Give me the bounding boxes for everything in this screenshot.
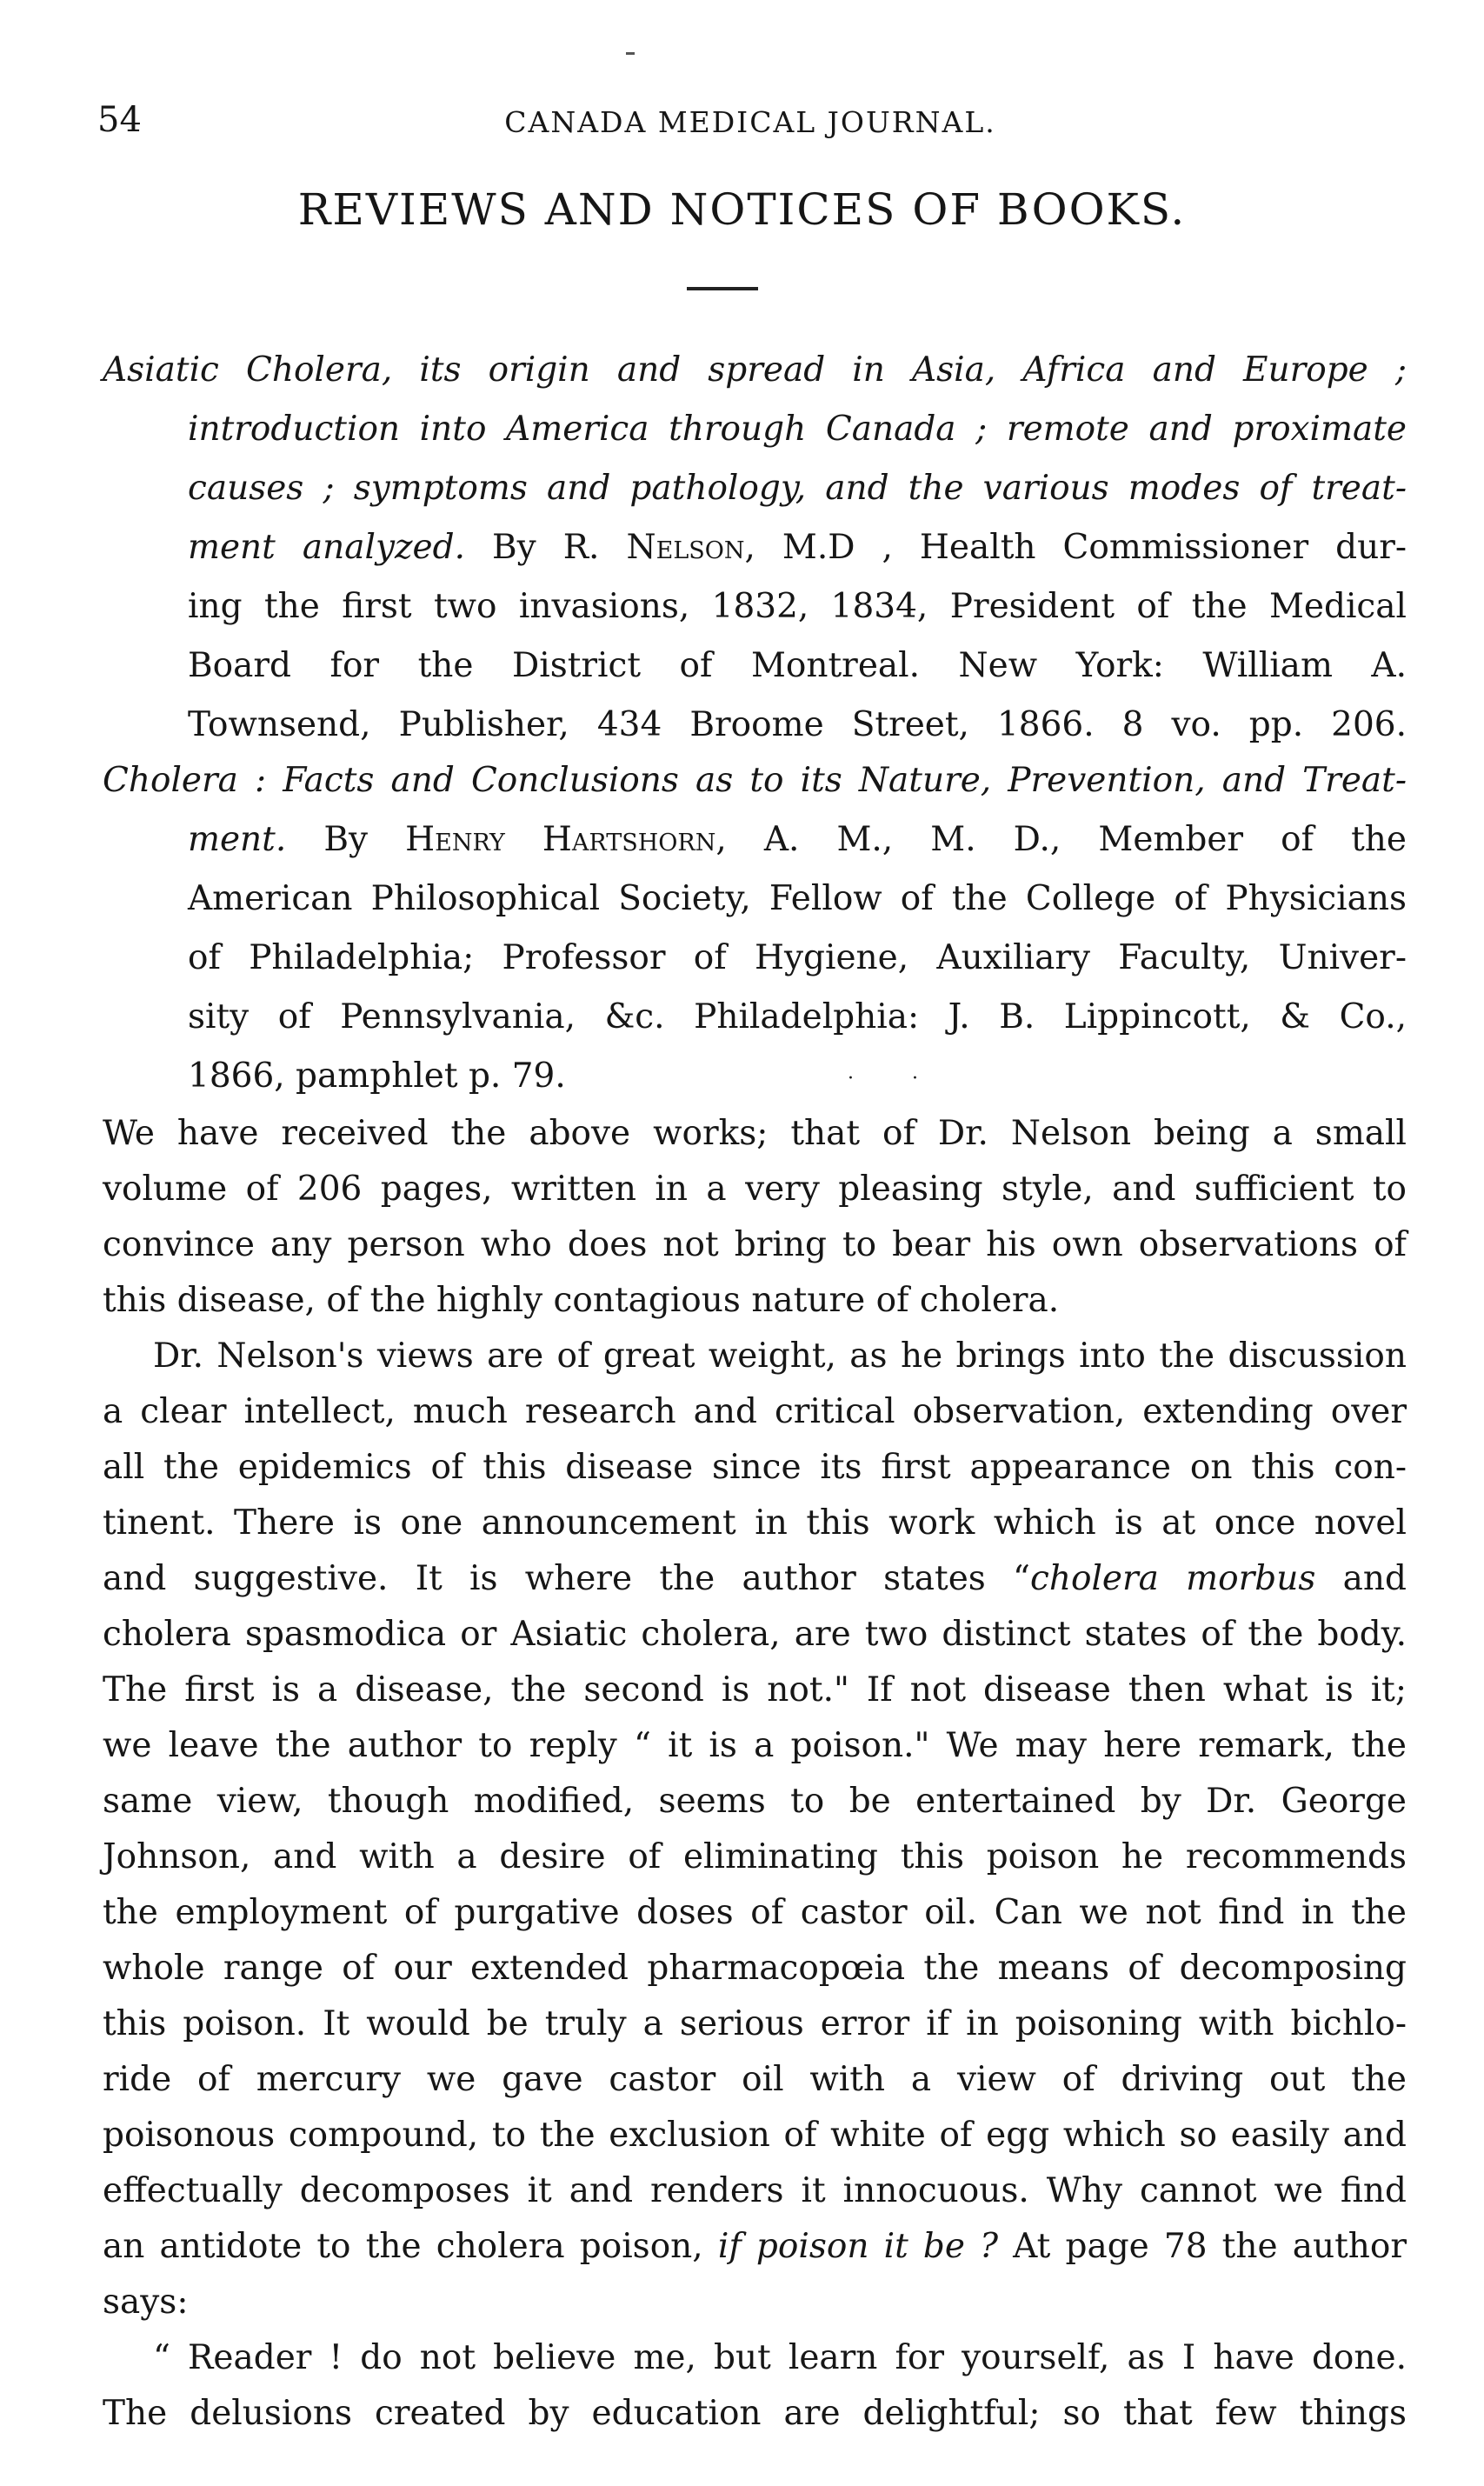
page-header — [97, 100, 1403, 143]
body-line: volume of 206 pages, written in a very pleasing style, and sufficient to — [103, 1170, 1407, 1209]
book-detail-line: ing the first two invasions, 1832, 1834, President of the Medical — [188, 587, 1407, 626]
review-body — [103, 1106, 1407, 2442]
body-line: Dr. Nelson's views are of great weight, as he brings into the discussion — [153, 1336, 1407, 1376]
book-notice-hartshorn — [103, 751, 1407, 1106]
body-line: this poison. It would be truly a serious error if in poisoning with bichlo- — [103, 2004, 1407, 2043]
body-line: the employment of purgative doses of castor oil. Can we not find in the — [103, 1893, 1407, 1932]
body-line: Johnson, and with a desire of eliminating this poison he recommends — [103, 1837, 1407, 1876]
book-author-line: ment. By Henry Hartshorn, A. M., M. D., Member of the — [188, 820, 1407, 859]
body-line: we leave the author to reply “ it is a poison." We may here remark, the — [103, 1726, 1407, 1765]
book-notice-nelson — [103, 341, 1407, 755]
title-rule — [687, 287, 758, 290]
body-line: effectually decomposes it and renders it innocuous. Why cannot we find — [103, 2171, 1407, 2210]
running-title: CANADA MEDICAL JOURNAL. — [504, 105, 996, 139]
book-title-line: Cholera : Facts and Conclusions as to its Nature, Prevention, and Treat- — [103, 761, 1407, 800]
book-detail-line: Townsend, Publisher, 434 Broome Street, 1866. 8 vo. pp. 206. — [188, 705, 1407, 744]
body-line: same view, though modified, seems to be entertained by Dr. George — [103, 1782, 1407, 1821]
book-author-line: ment analyzed. By R. Nelson, M.D , Health Commissioner dur- — [188, 528, 1407, 567]
body-line: We have received the above works; that of Dr. Nelson being a small — [103, 1114, 1407, 1153]
body-line: and suggestive. It is where the author states “cholera morbus and — [103, 1559, 1407, 1598]
body-line: says: — [103, 2283, 189, 2322]
body-line: a clear intellect, much research and critical observation, extending over — [103, 1392, 1407, 1431]
body-line: whole range of our extended pharmacopœia the means of decomposing — [103, 1949, 1407, 1988]
body-line: poisonous compound, to the exclusion of white of egg which so easily and — [103, 2116, 1407, 2155]
body-line: an antidote to the cholera poison, if poison it be ? At page 78 the author — [103, 2227, 1407, 2266]
body-line: cholera spasmodica or Asiatic cholera, are two distinct states of the body. — [103, 1615, 1407, 1654]
book-detail-line: American Philosophical Society, Fellow of the College of Physicians — [188, 879, 1407, 918]
body-line: The first is a disease, the second is not." If not disease then what is it; — [103, 1670, 1407, 1710]
page-number: 54 — [97, 100, 142, 140]
body-line: tinent. There is one announcement in this work which is at once novel — [103, 1503, 1407, 1543]
author-name: Henry Hartshorn, — [405, 820, 727, 859]
quote-line: The delusions created by education are delightful; so that few things — [103, 2394, 1407, 2433]
book-title-line: introduction into America through Canada ; remote and proximate — [188, 410, 1407, 449]
book-title-line: causes ; symptoms and pathology, and the various modes of treat- — [188, 469, 1407, 508]
book-detail-line: of Philadelphia; Professor of Hygiene, Auxiliary Faculty, Univer- — [188, 938, 1407, 977]
body-line: convince any person who does not bring to bear his own observations of — [103, 1225, 1407, 1264]
book-detail-line: sity of Pennsylvania, &c. Philadelphia: J. B. Lippincott, & Co., — [188, 997, 1407, 1036]
body-line: ride of mercury we gave castor oil with a view of driving out the — [103, 2060, 1407, 2099]
body-line: all the epidemics of this disease since its first appearance on this con- — [103, 1448, 1407, 1487]
section-title: REVIEWS AND NOTICES OF BOOKS. — [297, 184, 1187, 235]
printer-mark — [626, 52, 635, 55]
separator-dots: · · — [848, 1068, 944, 1090]
quote-line: “ Reader ! do not believe me, but learn for yourself, as I have done. — [153, 2338, 1407, 2377]
body-line: this disease, of the highly contagious nature of cholera. — [103, 1281, 1060, 1320]
book-title-line: Asiatic Cholera, its origin and spread in Asia, Africa and Europe ; — [103, 350, 1407, 390]
book-detail-line: Board for the District of Montreal. New York: William A. — [188, 646, 1407, 685]
author-name: Nelson, — [626, 528, 755, 567]
book-detail-line: 1866, pamphlet p. 79. — [188, 1056, 566, 1096]
